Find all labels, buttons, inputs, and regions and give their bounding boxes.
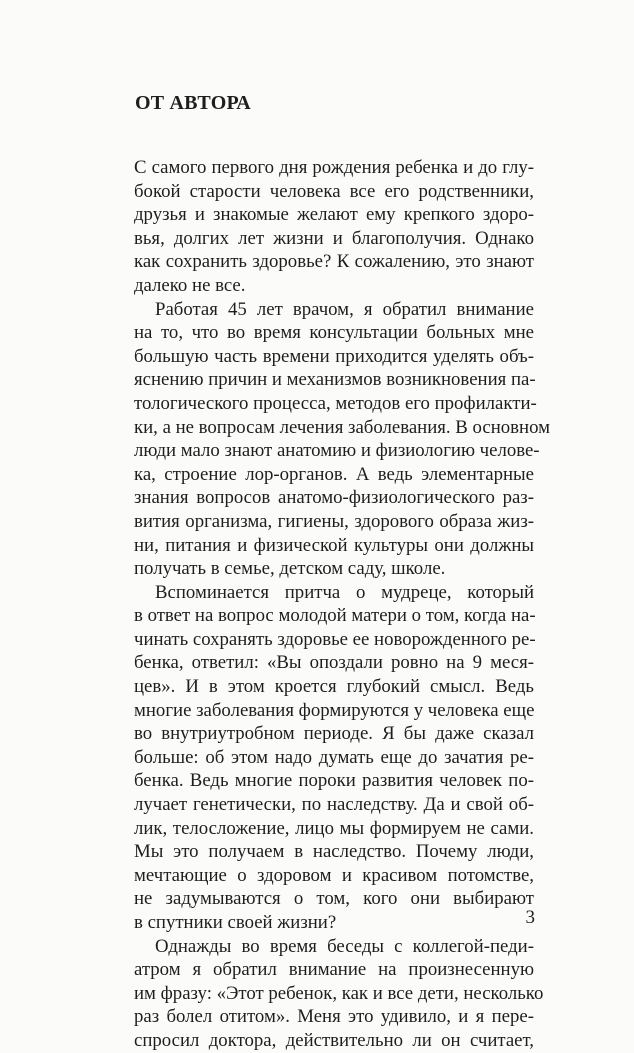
text-line: раз болел отитом». Меня это удивило, и я пере- [134, 1006, 534, 1028]
text-line: получать в семье, детском саду, школе. [134, 558, 446, 580]
text-line: во внутриутробном периоде. Я бы даже сказал [134, 723, 534, 745]
text-line: тологического процесса, методов его профилакти- [134, 392, 537, 414]
text-line: яснению причин и механизмов возникновения па- [134, 369, 536, 391]
text-line: лучает генетически, по наследству. Да и свой об- [134, 794, 534, 816]
text-line: друзья и знакомые желают ему крепкого здоро- [134, 204, 534, 226]
text-line: вья, долгих лет жизни и благополучия. Однако [134, 227, 534, 249]
text-line: большую часть времени приходится уделять объ- [134, 345, 534, 367]
page-number: 3 [525, 907, 535, 928]
chapter-heading: ОТ АВТОРА [135, 92, 251, 114]
text-line: спросил доктора, действительно ли он считает, [134, 1029, 534, 1051]
text-line: чинать сохранять здоровье ее новорожденного ре- [134, 628, 536, 650]
text-line: как сохранить здоровье? К сожалению, это знают [134, 251, 534, 273]
text-line: бенка, ответил: «Вы опоздали ровно на 9 меся- [134, 652, 534, 674]
text-line: знания вопросов анатомо-физиологического раз- [134, 487, 534, 509]
text-line: в ответ на вопрос молодой матери о том, когда на- [134, 605, 536, 627]
text-line: люди мало знают анатомию и физиологию челове- [134, 440, 540, 462]
text-line: мечтающие о здоровом и красивом потомстве, [134, 864, 534, 886]
text-line: не задумываются о том, кого они выбирают [134, 888, 534, 910]
text-line: Мы это получаем в наследство. Почему люди, [134, 841, 534, 863]
text-line: бенка. Ведь многие пороки развития человек по- [134, 770, 534, 792]
text-line: ни, питания и физической культуры они должны [134, 534, 534, 556]
text-line: Однажды во время беседы с коллегой-педи- [155, 935, 534, 957]
body-text [134, 156, 550, 1053]
text-line: ка, строение лор-органов. А ведь элементарные [134, 463, 534, 485]
text-line: больше: об этом надо думать еще до зачатия ре- [134, 746, 534, 768]
text-line: многие заболевания формируются у человека еще [134, 699, 535, 721]
text-line: Работая 45 лет врачом, я обратил внимание [155, 298, 534, 320]
text-line: в спутники своей жизни? [134, 912, 337, 933]
text-line: Вспоминается притча о мудреце, который [155, 581, 534, 603]
text-line: на то, что во время консультации больных мне [134, 322, 534, 344]
text-line: им фразу: «Этот ребенок, как и все дети, несколько [134, 982, 544, 1004]
text-line: С самого первого дня рождения ребенка и до глу- [134, 157, 534, 178]
text-line: бокой старости человека все его родственники, [134, 180, 534, 202]
text-line: атром я обратил внимание на произнесенную [134, 959, 534, 981]
text-line: лик, телосложение, лицо мы формируем не сами. [134, 817, 534, 839]
text-line: вития организма, гигиены, здорового образа жиз- [134, 510, 534, 532]
text-line: далеко не все. [134, 274, 246, 296]
text-line: ки, а не вопросам лечения заболевания. В основном [134, 416, 550, 438]
text-line: цев». И в этом кроется глубокий смысл. Ведь [134, 676, 534, 698]
